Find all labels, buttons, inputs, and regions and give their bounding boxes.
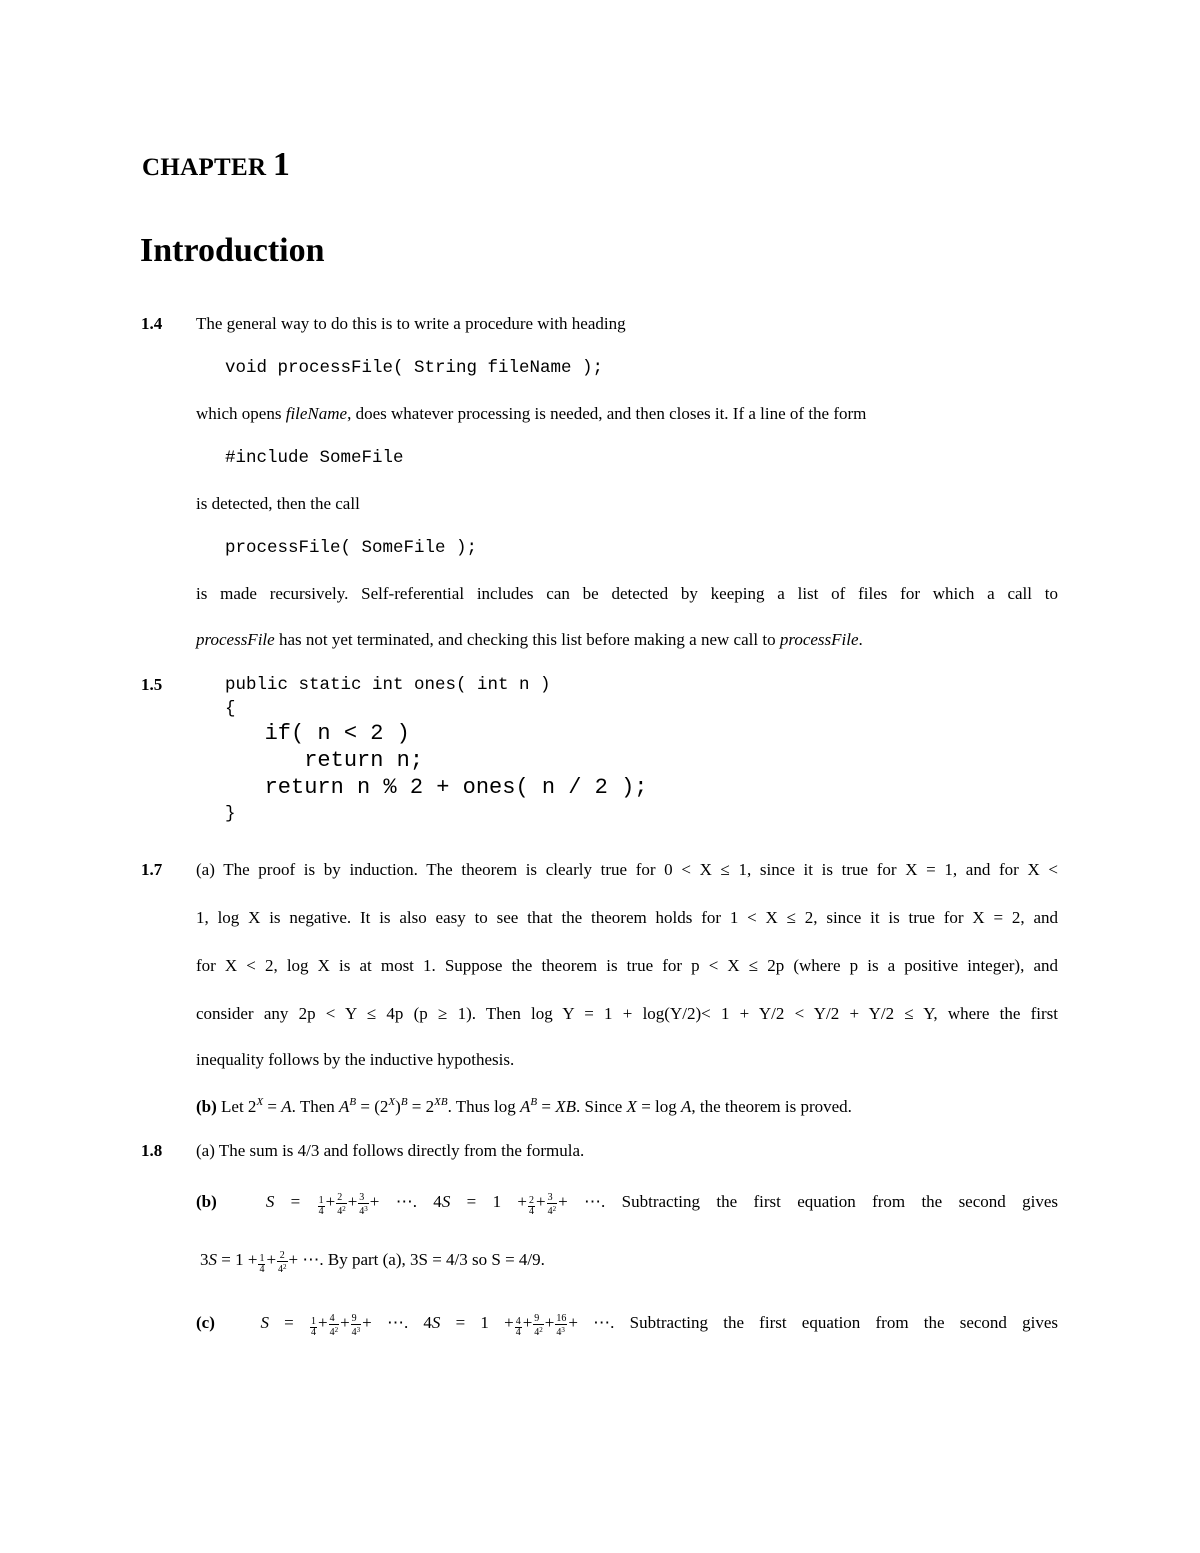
code-line: { — [225, 699, 236, 719]
part-label: (c) — [196, 1313, 215, 1332]
chapter-label: CHAPTER — [142, 154, 267, 181]
text-line — [196, 630, 863, 650]
text-span: . — [858, 630, 863, 649]
text-span: Subtracting the first equation from the second gives — [629, 1313, 1059, 1332]
part-label: (b) — [196, 1192, 217, 1211]
text-line: The general way to do this is to write a procedure with heading — [196, 314, 626, 333]
section-label-1-5: 1.5 — [141, 675, 163, 694]
chapter-number: 1 — [272, 146, 291, 183]
page-title: Introduction — [140, 232, 325, 269]
equation-line: (c) S = $\frac{1}{4}$ + $\frac{4}{4^2}$ + $\frac{9}{4^3}$ + ⋯. 4S = 1 + $\frac{4}{4}$ + $\frac{9}{4^2}$ + $\frac{16}{4^3}$ + ⋯. Subtracting the first equation from the second gives — [196, 1313, 1059, 1338]
code-line: void processFile( String fileName ); — [225, 358, 604, 378]
section-label-1-4: 1.4 — [141, 314, 163, 333]
code-line: #include SomeFile — [225, 448, 404, 468]
text-line: (b) Let $2^X = A$. Then $A^B = (2^X)^B = 2^{XB}$. Thus $\log A^B$ = XB. Since X = log A, the theorem is proved. — [196, 1096, 852, 1116]
section-label-1-8: 1.8 — [141, 1141, 163, 1160]
equation-line: 3S = 1 + $\frac{1}{4}$ + $\frac{2}{4^2}$ + ⋯. By part (a), 3S = 4/3 so S = 4/9. — [200, 1250, 545, 1275]
part-label: (b) — [196, 1097, 217, 1116]
code-line: processFile( SomeFile ); — [225, 538, 478, 558]
text-emphasis: processFile — [779, 630, 859, 649]
text-line: (a) The sum is 4/3 and follows directly from the formula. — [196, 1141, 585, 1160]
text-line: for X < 2, log X is at most 1. Suppose the theorem is true for p < X ≤ 2p (where p is a positive integer), and — [196, 956, 1058, 975]
text-line — [196, 404, 866, 424]
text-line: is made recursively. Self-referential includes can be detected by keeping a list of files for which a call to — [196, 584, 1058, 603]
code-line: return n % 2 + ones( n / 2 ); — [225, 775, 648, 800]
code-line: public static int ones( int n ) — [225, 675, 551, 695]
code-line: } — [225, 804, 236, 824]
chapter-heading — [142, 146, 290, 184]
text-line: consider any 2p < Y ≤ 4p (p ≥ 1). Then log Y = 1 + log(Y/2)< 1 + Y/2 < Y/2 + Y/2 ≤ Y, where the first — [196, 1004, 1058, 1023]
code-line: if( n < 2 ) — [225, 721, 410, 746]
text-span: , does whatever processing is needed, and then closes it. If a line of the form — [347, 404, 867, 423]
text-span: Subtracting the first equation from the second gives — [621, 1192, 1059, 1211]
code-line: return n; — [225, 748, 424, 773]
text-line: 1, log X is negative. It is also easy to see that the theorem holds for 1 < X ≤ 2, since it is true for X = 2, and — [196, 908, 1058, 927]
text-line: inequality follows by the inductive hypothesis. — [196, 1050, 515, 1069]
section-label-1-7: 1.7 — [141, 860, 163, 879]
text-span: which opens — [196, 404, 286, 423]
equation-line: (b) S = $\frac{1}{4}$ + $\frac{2}{4^2}$ + $\frac{3}{4^3}$ + ⋯. 4S = 1 + $\frac{2}{4}$ + $\frac{3}{4^2}$ + ⋯. Subtracting the first equation from the second gives — [196, 1192, 1059, 1217]
text-span: By part (a), 3S = 4/3 so S = 4/9. — [327, 1250, 545, 1269]
text-line: is detected, then the call — [196, 494, 360, 513]
text-span: has not yet terminated, and checking this list before making a new call to — [274, 630, 780, 649]
text-emphasis: fileName — [285, 404, 348, 423]
text-emphasis: processFile — [196, 630, 275, 649]
text-line: (a) The proof is by induction. The theorem is clearly true for 0 < X ≤ 1, since it is true for X = 1, and for X < — [196, 860, 1058, 879]
